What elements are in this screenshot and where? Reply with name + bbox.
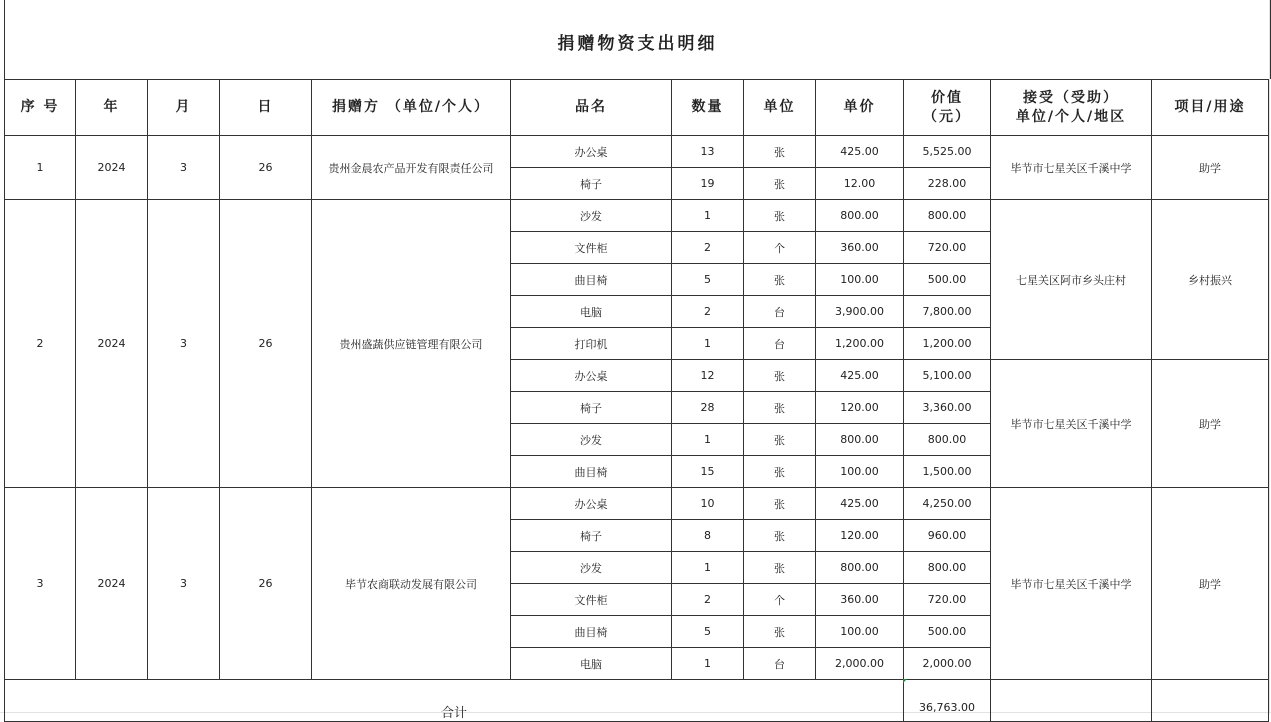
cell-price[interactable]: 425.00	[816, 488, 904, 520]
cell-value[interactable]: 800.00	[904, 424, 991, 456]
total-row	[5, 680, 1269, 722]
cell-qty[interactable]: 15	[672, 456, 744, 488]
cell-price[interactable]: 425.00	[816, 360, 904, 392]
cell-qty[interactable]: 10	[672, 488, 744, 520]
cell-unit[interactable]: 张	[744, 616, 816, 648]
header-value-line2: （元）	[923, 108, 971, 125]
cell-receiver[interactable]: 七星关区阿市乡头庄村	[991, 200, 1152, 360]
cell-day[interactable]: 26	[220, 200, 312, 488]
total-label-cell[interactable]	[5, 680, 904, 722]
cell-unit[interactable]: 张	[744, 392, 816, 424]
cell-item[interactable]: 办公桌	[511, 136, 672, 168]
cell-unit[interactable]: 张	[744, 168, 816, 200]
cell-error-indicator	[903, 679, 907, 683]
cell-unit[interactable]: 个	[744, 584, 816, 616]
cell-price[interactable]: 800.00	[816, 424, 904, 456]
cell-price[interactable]: 100.00	[816, 616, 904, 648]
cell-price[interactable]: 12.00	[816, 168, 904, 200]
cell-value[interactable]: 800.00	[904, 552, 991, 584]
cell-receiver[interactable]: 毕节市七星关区千溪中学	[991, 136, 1152, 200]
cell-value[interactable]: 3,360.00	[904, 392, 991, 424]
cell-unit[interactable]: 张	[744, 424, 816, 456]
cell-month[interactable]: 3	[148, 136, 220, 200]
cell-value[interactable]: 500.00	[904, 264, 991, 296]
header-donor[interactable]: 捐赠方 （单位/个人）	[312, 80, 511, 136]
cell-item[interactable]: 曲目椅	[511, 264, 672, 296]
cell-purpose[interactable]: 乡村振兴	[1152, 200, 1269, 360]
header-price[interactable]: 单价	[816, 80, 904, 136]
cell-value[interactable]: 7,800.00	[904, 296, 991, 328]
cell-receiver[interactable]: 毕节市七星关区千溪中学	[991, 488, 1152, 680]
cell-unit[interactable]: 张	[744, 200, 816, 232]
header-item[interactable]: 品名	[511, 80, 672, 136]
total-label: 合计	[440, 706, 467, 721]
cell-donor[interactable]: 贵州金晨农产品开发有限责任公司	[312, 136, 511, 200]
cell-purpose[interactable]: 助学	[1152, 488, 1269, 680]
cell-receiver[interactable]: 毕节市七星关区千溪中学	[991, 360, 1152, 488]
cell-value[interactable]: 4,250.00	[904, 488, 991, 520]
cell-item[interactable]: 打印机	[511, 328, 672, 360]
header-value[interactable]	[904, 80, 991, 136]
cell-month[interactable]: 3	[148, 488, 220, 680]
total-purpose-cell[interactable]	[1152, 680, 1269, 722]
cell-unit[interactable]: 张	[744, 552, 816, 584]
cell-value[interactable]: 1,200.00	[904, 328, 991, 360]
header-unit[interactable]: 单位	[744, 80, 816, 136]
cell-item[interactable]: 电脑	[511, 296, 672, 328]
cell-price[interactable]: 1,200.00	[816, 328, 904, 360]
cell-price[interactable]: 120.00	[816, 520, 904, 552]
cell-item[interactable]: 电脑	[511, 648, 672, 680]
cell-qty[interactable]: 1	[672, 648, 744, 680]
header-day[interactable]: 日	[220, 80, 312, 136]
cell-qty[interactable]: 19	[672, 168, 744, 200]
cell-value[interactable]: 720.00	[904, 232, 991, 264]
cell-qty[interactable]: 8	[672, 520, 744, 552]
header-seq[interactable]: 序 号	[5, 80, 76, 136]
cell-qty[interactable]: 1	[672, 552, 744, 584]
cell-purpose[interactable]: 助学	[1152, 136, 1269, 200]
cell-value[interactable]: 5,525.00	[904, 136, 991, 168]
cell-price[interactable]: 800.00	[816, 552, 904, 584]
cell-unit[interactable]: 张	[744, 520, 816, 552]
cell-donor[interactable]: 贵州盛蔬供应链管理有限公司	[312, 200, 511, 488]
cell-qty[interactable]: 1	[672, 328, 744, 360]
cell-value[interactable]: 1,500.00	[904, 456, 991, 488]
cell-item[interactable]: 椅子	[511, 168, 672, 200]
cell-year[interactable]: 2024	[76, 488, 148, 680]
cell-item[interactable]: 椅子	[511, 392, 672, 424]
cell-unit[interactable]: 张	[744, 456, 816, 488]
cell-item[interactable]: 沙发	[511, 200, 672, 232]
cell-price[interactable]: 100.00	[816, 264, 904, 296]
header-receiver-line1: 接受（受助）	[1023, 89, 1119, 106]
grid-line	[1269, 0, 1270, 714]
total-value-cell[interactable]	[904, 680, 991, 722]
header-month[interactable]: 月	[148, 80, 220, 136]
cell-qty[interactable]: 2	[672, 232, 744, 264]
cell-unit[interactable]: 张	[744, 360, 816, 392]
cell-purpose[interactable]: 助学	[1152, 360, 1269, 488]
cell-qty[interactable]: 13	[672, 136, 744, 168]
cell-unit[interactable]: 台	[744, 648, 816, 680]
total-value: 36,763.00	[919, 701, 975, 714]
sheet-title: 捐赠物资支出明细	[557, 33, 718, 54]
cell-seq[interactable]: 1	[5, 136, 76, 200]
cell-qty[interactable]: 12	[672, 360, 744, 392]
cell-value[interactable]: 5,100.00	[904, 360, 991, 392]
cell-day[interactable]: 26	[220, 136, 312, 200]
cell-price[interactable]: 800.00	[816, 200, 904, 232]
cell-item[interactable]: 沙发	[511, 424, 672, 456]
cell-month[interactable]: 3	[148, 200, 220, 488]
cell-value[interactable]: 800.00	[904, 200, 991, 232]
cell-qty[interactable]: 1	[672, 424, 744, 456]
cell-year[interactable]: 2024	[76, 200, 148, 488]
cell-item[interactable]: 椅子	[511, 520, 672, 552]
table-row	[5, 200, 1269, 232]
cell-item[interactable]: 文件柜	[511, 232, 672, 264]
cell-year[interactable]: 2024	[76, 136, 148, 200]
cell-price[interactable]: 120.00	[816, 392, 904, 424]
cell-seq[interactable]: 3	[5, 488, 76, 680]
cell-qty[interactable]: 2	[672, 584, 744, 616]
cell-item[interactable]: 曲目椅	[511, 456, 672, 488]
cell-price[interactable]: 425.00	[816, 136, 904, 168]
donation-table	[4, 79, 1269, 722]
cell-value[interactable]: 2,000.00	[904, 648, 991, 680]
table-row	[5, 136, 1269, 168]
cell-value[interactable]: 960.00	[904, 520, 991, 552]
cell-price[interactable]: 360.00	[816, 584, 904, 616]
cell-qty[interactable]: 2	[672, 296, 744, 328]
cell-price[interactable]: 2,000.00	[816, 648, 904, 680]
cell-item[interactable]: 文件柜	[511, 584, 672, 616]
cell-unit[interactable]: 个	[744, 232, 816, 264]
cell-price[interactable]: 360.00	[816, 232, 904, 264]
cell-item[interactable]: 办公桌	[511, 488, 672, 520]
cell-qty[interactable]: 28	[672, 392, 744, 424]
cell-unit[interactable]: 张	[744, 488, 816, 520]
cell-qty[interactable]: 1	[672, 200, 744, 232]
header-receiver[interactable]	[991, 80, 1152, 136]
table-row	[5, 488, 1269, 520]
cell-item[interactable]: 沙发	[511, 552, 672, 584]
cell-item[interactable]: 办公桌	[511, 360, 672, 392]
cell-item[interactable]: 曲目椅	[511, 616, 672, 648]
cell-value[interactable]: 720.00	[904, 584, 991, 616]
cell-qty[interactable]: 5	[672, 616, 744, 648]
header-row	[5, 80, 1269, 136]
total-receiver-cell[interactable]	[991, 680, 1152, 722]
cell-seq[interactable]: 2	[5, 200, 76, 488]
header-year[interactable]: 年	[76, 80, 148, 136]
cell-unit[interactable]: 台	[744, 328, 816, 360]
cell-unit[interactable]: 张	[744, 136, 816, 168]
cell-unit[interactable]: 张	[744, 264, 816, 296]
header-value-line1: 价值	[931, 89, 963, 106]
cell-price[interactable]: 100.00	[816, 456, 904, 488]
cell-price[interactable]: 3,900.00	[816, 296, 904, 328]
cell-value[interactable]: 500.00	[904, 616, 991, 648]
cell-donor[interactable]: 毕节农商联动发展有限公司	[312, 488, 511, 680]
cell-value[interactable]: 228.00	[904, 168, 991, 200]
title-cell[interactable]	[4, 0, 1271, 79]
header-purpose[interactable]: 项目/用途	[1152, 80, 1269, 136]
cell-qty[interactable]: 5	[672, 264, 744, 296]
cell-day[interactable]: 26	[220, 488, 312, 680]
cell-unit[interactable]: 台	[744, 296, 816, 328]
header-qty[interactable]: 数量	[672, 80, 744, 136]
header-receiver-line2: 单位/个人/地区	[1015, 108, 1127, 125]
